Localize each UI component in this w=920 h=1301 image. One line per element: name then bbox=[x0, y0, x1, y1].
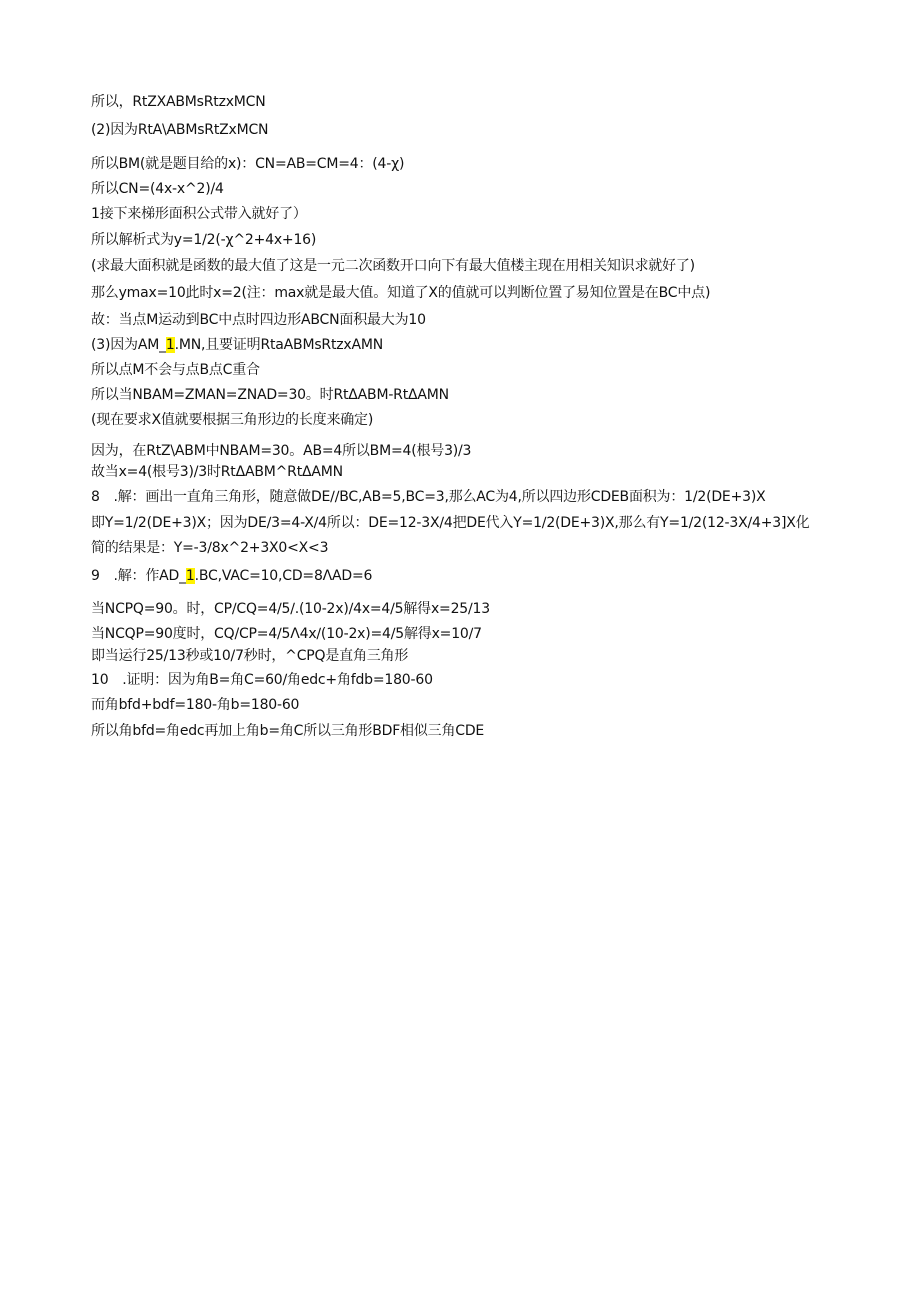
text-line-9: 故：当点M运动到BC中点时四边形ABCN面积最大为10 bbox=[91, 312, 426, 328]
text-line-2: (2)因为RtA\ABMsRtZxMCN bbox=[91, 122, 269, 138]
text-line-3: 所以BM(就是题目给的x)：CN=AB=CM=4：(4-χ) bbox=[91, 156, 405, 172]
text-line-8: 那么ymax=10此时x=2(注：max就是最大值。知道了X的值就可以判断位置了易知位置是在BC中点) bbox=[91, 285, 711, 301]
text-line-14: 因为，在RtZ\ABM中NBAM=30。AB=4所以BM=4(根号3)/3 bbox=[91, 443, 472, 459]
text-line-24: 而角bfd+bdf=180-角b=180-60 bbox=[91, 697, 300, 713]
text-segment: .MN,且要证明RtaABMsRtzxAMN bbox=[174, 337, 383, 353]
text-line-22: 即当运行25/13秒或10/7秒时，^CPQ是直角三角形 bbox=[91, 648, 409, 664]
text-line-4: 所以CN=(4x-x^2)/4 bbox=[91, 181, 224, 197]
text-segment: (3)因为AM_ bbox=[91, 337, 166, 353]
text-segment: .BC,VAC=10,CD=8ΛAD=6 bbox=[194, 568, 373, 584]
text-line-5: 1接下来梯形面积公式带入就好了） bbox=[91, 206, 307, 222]
text-line-10 bbox=[91, 335, 383, 355]
text-line-23: 10 .证明：因为角B=角C=60∕角edc+角fdb=180-60 bbox=[91, 672, 433, 688]
text-line-19 bbox=[91, 566, 372, 586]
text-line-18: 简的结果是：Y=-3∕8x^2+3X0<X<3 bbox=[91, 540, 329, 556]
text-line-17: 即Y=1∕2(DE+3)X；因为DE∕3=4-X∕4所以：DE=12-3X∕4把DE代入Y=1∕2(DE+3)X,那么有Y=1∕2(12-3X∕4+3]X化 bbox=[91, 515, 810, 531]
text-line-6: 所以解析式为y=1∕2(-χ^2+4x+16) bbox=[91, 232, 317, 248]
text-segment: 9 .解：作AD_ bbox=[91, 568, 186, 584]
text-line-25: 所以角bfd=角edc再加上角b=角C所以三角形BDF相似三角CDE bbox=[91, 723, 485, 739]
text-line-11: 所以点M不会与点B点C重合 bbox=[91, 362, 260, 378]
highlighted-text: 1 bbox=[165, 337, 175, 353]
text-line-21: 当NCQP=90度时，CQ/CP=4∕5Λ4x∕(10-2x)=4∕5解得x=10∕7 bbox=[91, 626, 482, 642]
text-line-12: 所以当NBAM=ZMAN=ZNAD=30。时RtΔABM-RtΔAMN bbox=[91, 387, 449, 403]
text-line-13: (现在要求X值就要根据三角形边的长度来确定) bbox=[91, 412, 374, 428]
text-line-15: 故当x=4(根号3)/3时RtΔABM^RtΔAMN bbox=[91, 464, 343, 480]
text-line-1: 所以，RtZXABMsRtzxMCN bbox=[91, 94, 266, 110]
text-line-16: 8 .解：画出一直角三角形，随意做DE∕∕BC,AB=5,BC=3,那么AC为4,所以四边形CDEB面积为：1/2(DE+3)X bbox=[91, 489, 766, 505]
highlighted-text: 1 bbox=[185, 568, 195, 584]
text-line-20: 当NCPQ=90。时，CP∕CQ=4∕5∕.(10-2x)∕4x=4∕5解得x=25∕13 bbox=[91, 601, 490, 617]
text-line-7: (求最大面积就是函数的最大值了这是一元二次函数开口向下有最大值楼主现在用相关知识求就好了) bbox=[91, 258, 695, 274]
